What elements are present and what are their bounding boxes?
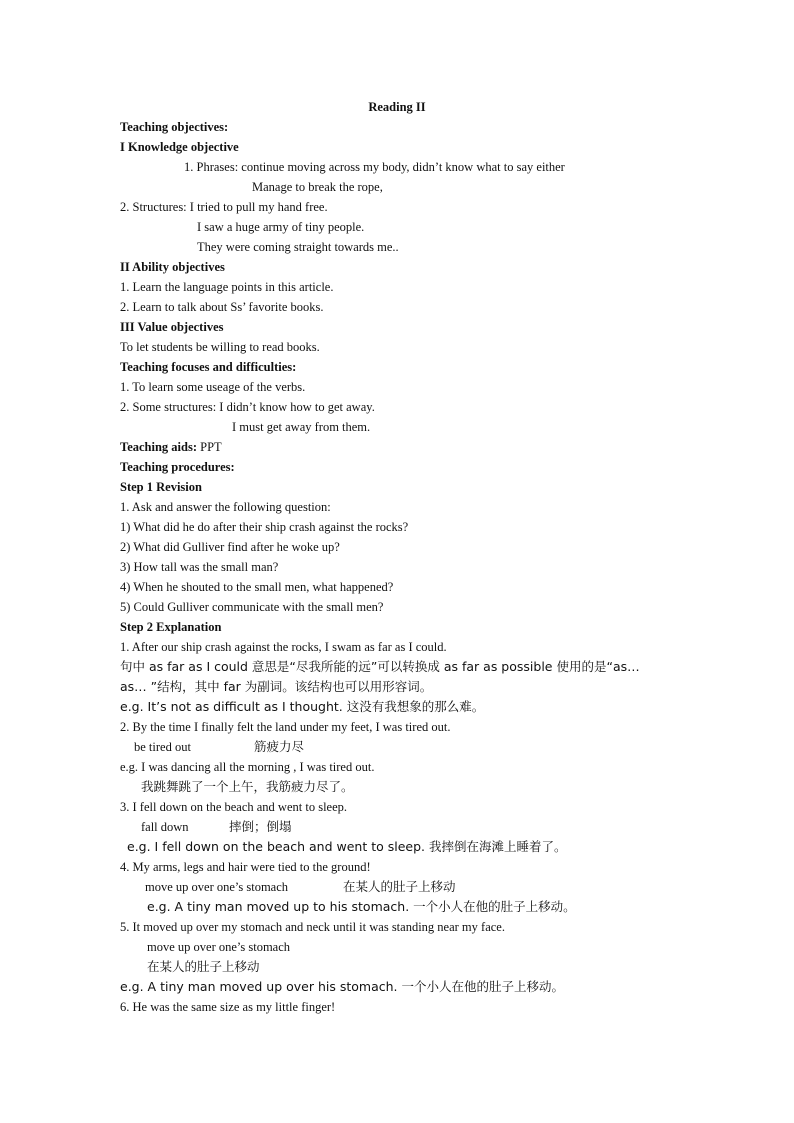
step1-heading: Step 1 Revision <box>120 480 202 494</box>
explanation-5-example: e.g. A tiny man moved up over his stomach. 一个小人在他的肚子上移动。 <box>120 979 564 994</box>
phrases-line: 1. Phrases: continue moving across my body, didn’t know what to say either <box>184 160 565 174</box>
focus-item-1: 1. To learn some useage of the verbs. <box>120 380 306 394</box>
phrase-move-up-over: move up over one’s stomach <box>145 880 289 894</box>
phrase-fall-down: fall down <box>141 820 189 834</box>
question-5: 5) Could Gulliver communicate with the small men? <box>120 600 384 614</box>
question-3: 3) How tall was the small man? <box>120 560 279 574</box>
explanation-2-example-translation: 我跳舞跳了一个上午，我筋疲力尽了。 <box>141 779 354 794</box>
teaching-aids-line <box>120 437 222 457</box>
phrase-move-up-over-meaning: 在某人的肚子上移动 <box>343 879 456 894</box>
question-2: 2) What did Gulliver find after he woke up? <box>120 540 340 554</box>
explanation-3-example: e.g. I fell down on the beach and went to sleep. 我摔倒在海滩上睡着了。 <box>127 839 567 854</box>
teaching-aids-label: Teaching aids: <box>120 440 197 454</box>
teaching-aids-value: PPT <box>197 440 222 454</box>
explanation-6: 6. He was the same size as my little finger! <box>120 1000 336 1014</box>
ability-item-2: 2. Learn to talk about Ss’ favorite books. <box>120 300 324 314</box>
explanation-2-example: e.g. I was dancing all the morning , I was tired out. <box>120 760 375 774</box>
explanation-1: 1. After our ship crash against the rocks, I swam as far as I could. <box>120 640 447 654</box>
phrase-be-tired-out: be tired out <box>134 740 191 754</box>
phrase-move-up-over-2: move up over one’s stomach <box>147 940 291 954</box>
question-1: 1) What did he do after their ship crash against the rocks? <box>120 520 409 534</box>
explanation-1-note-continued: as… ”结构，其中 far 为副词。该结构也可以用形容词。 <box>120 679 433 694</box>
ability-item-1: 1. Learn the language points in this article. <box>120 280 334 294</box>
knowledge-objective-heading: I Knowledge objective <box>120 140 239 154</box>
teaching-objectives-heading: Teaching objectives: <box>120 120 229 134</box>
phrase-move-up-over-2-meaning: 在某人的肚子上移动 <box>147 959 260 974</box>
phrase-be-tired-out-meaning: 筋疲力尽 <box>254 739 305 754</box>
structures-line-3: They were coming straight towards me.. <box>197 240 399 254</box>
explanation-2: 2. By the time I finally felt the land under my feet, I was tired out. <box>120 720 451 734</box>
explanation-3: 3. I fell down on the beach and went to sleep. <box>120 800 348 814</box>
procedures-heading: Teaching procedures: <box>120 460 235 474</box>
value-item: To let students be willing to read books. <box>120 340 320 354</box>
structures-line-2: I saw a huge army of tiny people. <box>197 220 365 234</box>
phrases-line-continued: Manage to break the rope, <box>252 180 383 194</box>
explanation-4-example: e.g. A tiny man moved up to his stomach. 一个小人在他的肚子上移动。 <box>147 899 576 914</box>
ability-objectives-heading: II Ability objectives <box>120 260 225 274</box>
explanation-1-example: e.g. It’s not as difficult as I thought. 这没有我想象的那么难。 <box>120 699 485 714</box>
value-objectives-heading: III Value objectives <box>120 320 224 334</box>
focus-item-2-continued: I must get away from them. <box>232 420 371 434</box>
explanation-1-note: 句中 as far as I could 意思是“尽我所能的远”可以转换成 as far as possible 使用的是“as… <box>120 659 640 674</box>
structures-line: 2. Structures: I tried to pull my hand free. <box>120 200 328 214</box>
explanation-5: 5. It moved up over my stomach and neck until it was standing near my face. <box>120 920 505 934</box>
explanation-4: 4. My arms, legs and hair were tied to the ground! <box>120 860 371 874</box>
page-title: Reading II <box>368 100 426 114</box>
step2-heading: Step 2 Explanation <box>120 620 222 634</box>
focus-item-2: 2. Some structures: I didn’t know how to get away. <box>120 400 375 414</box>
question-4: 4) When he shouted to the small men, what happened? <box>120 580 394 594</box>
phrase-fall-down-meaning: 摔倒；倒塌 <box>229 819 292 834</box>
focuses-heading: Teaching focuses and difficulties: <box>120 360 297 374</box>
step1-instruction: 1. Ask and answer the following question: <box>120 500 331 514</box>
